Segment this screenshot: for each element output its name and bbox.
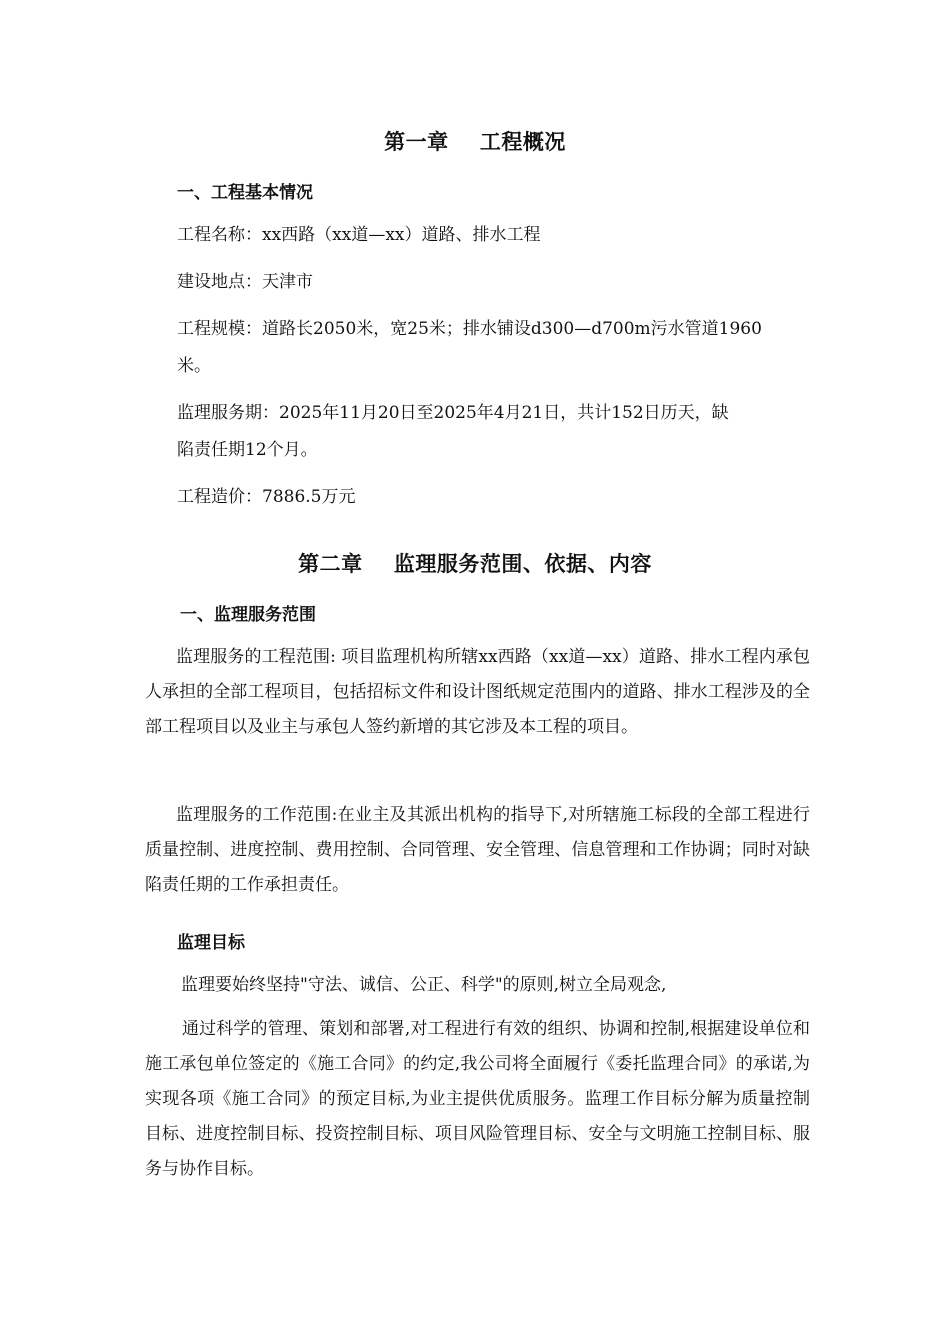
section-basic-info-heading: 一、工程基本情况 <box>177 183 313 203</box>
section-service-scope-heading: 一、监理服务范围 <box>180 605 316 625</box>
scale-line-2: 米。 <box>177 356 211 376</box>
cost-line: 工程造价：7886.5万元 <box>177 487 356 507</box>
chapter-2-title: 第二章 监理服务范围、依据、内容 <box>298 551 652 576</box>
location-line: 建设地点：天津市 <box>177 272 313 292</box>
project-name-line: 工程名称：xx西路（xx道—xx）道路、排水工程 <box>177 225 541 245</box>
scope-engineering-paragraph: 监理服务的工程范围: 项目监理机构所辖xx西路（xx道—xx）道路、排水工程内承包人承担的全部工程项目，包括招标文件和设计图纸规定范围内的道路、排水工程涉及的全部工程项目以及业主与承包人签约新增的其它涉及本工程的项目。 <box>145 647 810 737</box>
goal-heading: 监理目标 <box>177 933 245 953</box>
service-period-line-2: 陷责任期12个月。 <box>177 440 318 460</box>
goal-detail-paragraph: 通过科学的管理、策划和部署,对工程进行有效的组织、协调和控制,根据建设单位和施工承包单位签定的《施工合同》的约定,我公司将全面履行《委托监理合同》的承诺,为实现各项《施工合同》的预定目标,为业主提供优质服务。监理工作目标分解为质量控制目标、进度控制目标、投资控制目标、项目风险管理目标、安全与文明施工控制目标、服务与协作目标。 <box>145 1019 810 1179</box>
scale-line-1: 工程规模：道路长2050米，宽25米；排水铺设d300—d700m污水管道1960 <box>177 319 762 339</box>
service-period-line-1: 监理服务期：2025年11月20日至2025年4月21日，共计152日历天，缺 <box>177 403 729 423</box>
goal-principle-line: 监理要始终坚持"守法、诚信、公正、科学"的原则,树立全局观念, <box>181 975 667 995</box>
chapter-1-title: 第一章 工程概况 <box>384 129 566 154</box>
scope-work-paragraph: 监理服务的工作范围:在业主及其派出机构的指导下,对所辖施工标段的全部工程进行质量控制、进度控制、费用控制、合同管理、安全管理、信息管理和工作协调；同时对缺陷责任期的工作承担责任。 <box>145 805 810 895</box>
